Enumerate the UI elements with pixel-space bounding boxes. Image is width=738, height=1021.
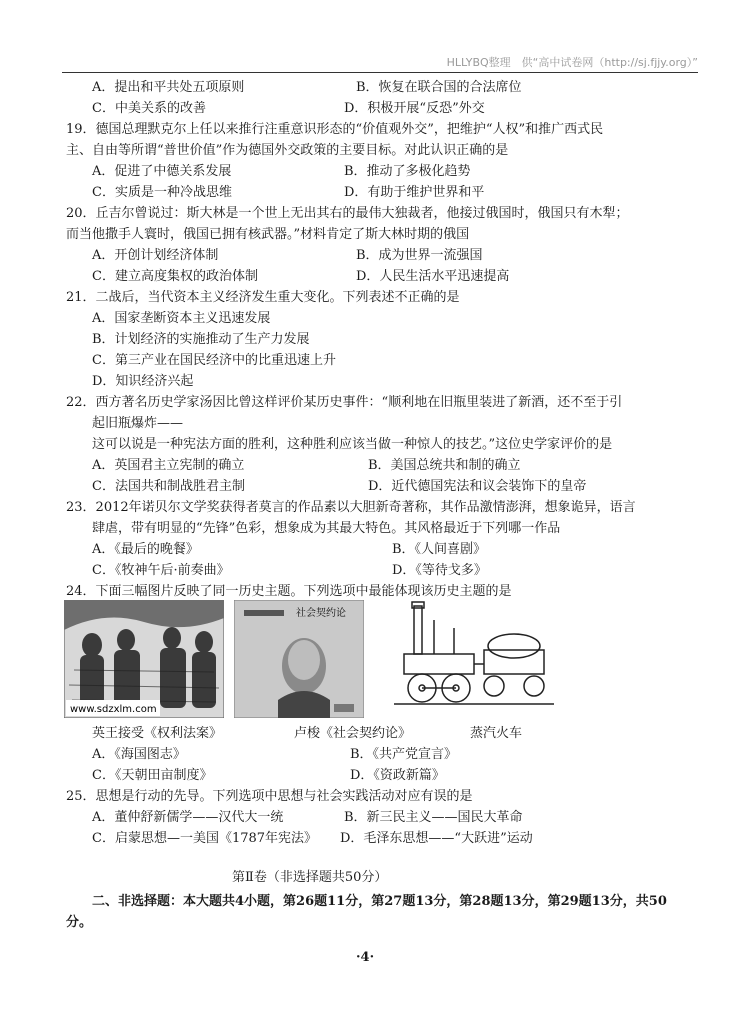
q19-option-b: B．推动了多极化趋势 — [344, 164, 471, 179]
section-2-intro-line1: 二、非选择题：本大题共4小题，第26题11分，第27题13分，第28题13分，第29题13分，共50 — [92, 894, 667, 909]
q18-option-c: C．中美关系的改善 — [92, 101, 206, 116]
q25-stem: 25．思想是行动的先导。下列选项中思想与社会实践活动对应有误的是 — [66, 789, 473, 804]
q22-stem-line3: 这可以说是一种宪法方面的胜利，这种胜利应该当做一种惊人的技艺。”这位史学家评价的是 — [92, 437, 613, 452]
q22-stem-line2: 起旧瓶爆炸—— — [92, 416, 184, 431]
q18-option-d: D．积极开展“反恐”外交 — [344, 101, 485, 116]
steam-locomotive-drawing — [394, 600, 554, 718]
section-2-intro-line2: 分。 — [66, 915, 93, 930]
page-header: HLLYBQ整理 供“高中试卷网（http://sj.fjjy.org）” — [446, 56, 698, 69]
q19-option-d: D．有助于维护世界和平 — [344, 185, 485, 200]
q23-stem-line2: 肆虐，带有明显的“先锋”色彩，想象成为其最大特色。其风格最近于下列哪一作品 — [92, 521, 561, 536]
q23-option-d: D．《等待戈多》 — [392, 563, 487, 578]
q22-option-d: D．近代德国宪法和议会装饰下的皇帝 — [368, 479, 587, 494]
q20-option-a: A．开创计划经济体制 — [92, 248, 219, 263]
social-contract-cover — [234, 600, 364, 718]
book-title-text: 社会契约论 — [296, 608, 346, 619]
q18-option-a: A．提出和平共处五项原则 — [92, 80, 245, 95]
q22-option-c: C．法国共和制战胜君主制 — [92, 479, 245, 494]
section-2-title: 第Ⅱ卷（非选择题共50分） — [232, 870, 388, 885]
q24-option-d: D．《资政新篇》 — [350, 768, 445, 783]
q25-option-d: D．毛泽东思想——“大跃进”运动 — [340, 831, 533, 846]
q25-option-b: B．新三民主义——国民大革命 — [344, 810, 523, 825]
q24-option-a: A．《海国图志》 — [92, 747, 186, 762]
q23-option-a: A．《最后的晚餐》 — [92, 542, 199, 557]
q21-option-b: B．计划经济的实施推动了生产力发展 — [92, 332, 310, 347]
q22-stem-line1: 22．西方著名历史学家汤因比曾这样评价某历史事件：“顺利地在旧瓶里装进了新酒，还不至于引 — [66, 395, 623, 410]
caption-social-contract: 卢梭《社会契约论》 — [294, 726, 412, 741]
q19-stem-line1: 19．德国总理默克尔上任以来推行注重意识形态的“价值观外交”，把维护“人权”和推广西式民 — [66, 122, 604, 137]
q20-stem-line2: 而当他撒手人寰时，俄国已拥有核武器。”材料肯定了斯大林时期的俄国 — [66, 227, 470, 242]
q22-option-b: B．美国总统共和制的确立 — [368, 458, 521, 473]
q22-option-a: A．英国君主立宪制的确立 — [92, 458, 245, 473]
q20-option-b: B．成为世界一流强国 — [356, 248, 483, 263]
q24-option-c: C．《天朝田亩制度》 — [92, 768, 213, 783]
q19-option-a: A．促进了中德关系发展 — [92, 164, 232, 179]
q23-option-b: B．《人间喜剧》 — [392, 542, 487, 557]
q21-option-d: D．知识经济兴起 — [92, 374, 194, 389]
q21-option-a: A．国家垄断资本主义迅速发展 — [92, 311, 271, 326]
q24-option-b: B．《共产党宣言》 — [350, 747, 458, 762]
q25-option-a: A．董仲舒新儒学——汉代大一统 — [92, 810, 284, 825]
q25-option-c: C．启蒙思想—一美国《1787年宪法》 — [92, 831, 318, 846]
q18-option-b: B．恢复在联合国的合法席位 — [356, 80, 522, 95]
q20-stem-line1: 20．丘吉尔曾说过：斯大林是一个世上无出其右的最伟大独裁者，他接过俄国时，俄国只有木犁； — [66, 206, 629, 221]
q24-stem: 24．下面三幅图片反映了同一历史主题。下列选项中最能体现该历史主题的是 — [66, 584, 512, 599]
q23-stem-line1: 23．2012年诺贝尔文学奖获得者莫言的作品素以大胆新奇著称，其作品激情澎湃，想象诡异，语言 — [66, 500, 636, 515]
caption-bill-of-rights: 英王接受《权利法案》 — [92, 726, 223, 741]
q20-option-c: C．建立高度集权的政治体制 — [92, 269, 258, 284]
q21-option-c: C．第三产业在国民经济中的比重迅速上升 — [92, 353, 336, 368]
q21-stem: 21．二战后，当代资本主义经济发生重大变化。下列表述不正确的是 — [66, 290, 460, 305]
q20-option-d: D．人民生活水平迅速提高 — [356, 269, 510, 284]
q23-option-c: C．《牧神午后·前奏曲》 — [92, 563, 230, 578]
q19-option-c: C．实质是一种冷战思维 — [92, 185, 232, 200]
header-rule — [62, 72, 698, 73]
page-number: ·4· — [356, 950, 375, 965]
bill-of-rights-engraving — [64, 600, 224, 718]
q19-stem-line2: 主、自由等所谓“普世价值”作为德国外交政策的主要目标。对此认识正确的是 — [66, 143, 509, 158]
watermark-text: www.sdzxlm.com — [70, 704, 157, 715]
caption-steam-train: 蒸汽火车 — [470, 726, 523, 741]
